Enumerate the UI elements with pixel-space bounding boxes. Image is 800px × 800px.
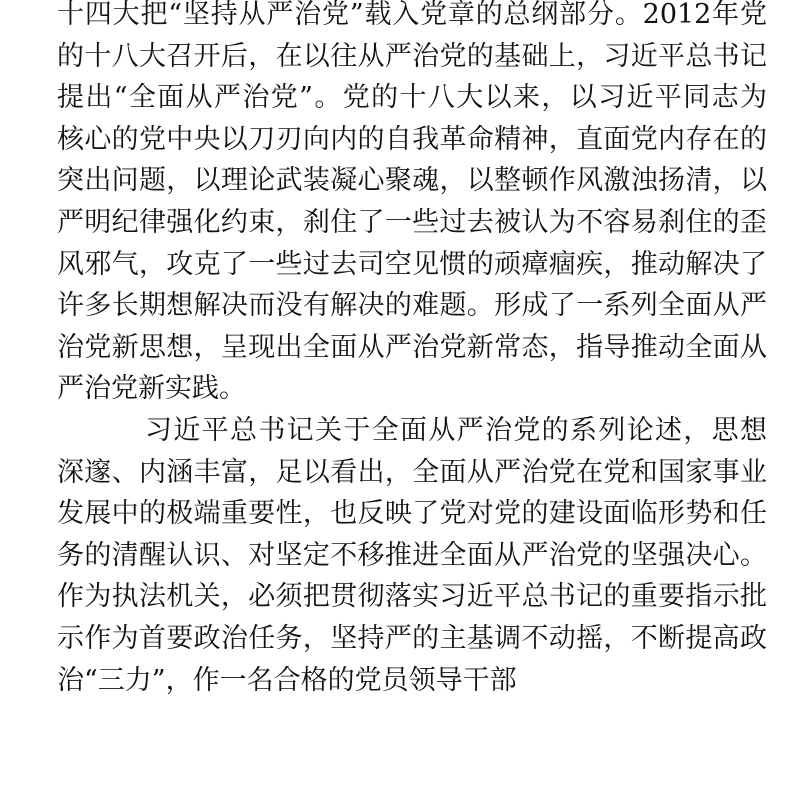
text-line: 风邪气，攻克了一些过去司空见惯的顽瘴痼疾，推动解决了 — [57, 248, 767, 280]
text-line: 严治党新实践。 — [57, 373, 246, 405]
text-line: 十四大把“坚持从严治党”载入党章的总纲部分。2012年党 — [57, 0, 767, 30]
text-line: 发展中的极端重要性，也反映了党对党的建设面临形势和任 — [57, 498, 767, 530]
text-line: 示作为首要政治任务，坚持严的主基调不动摇，不断提高政 — [57, 622, 767, 654]
text-line: 突出问题，以理论武装凝心聚魂，以整顿作风激浊扬清，以 — [57, 165, 767, 197]
document-page — [57, 0, 767, 701]
text-line: 治“三力”，作一名合格的党员领导干部 — [57, 664, 517, 696]
text-line: 严明纪律强化约束，刹住了一些过去被认为不容易刹住的歪 — [57, 206, 767, 238]
text-line: 核心的党中央以刀刃向内的自我革命精神，直面党内存在的 — [57, 123, 767, 155]
text-line: 治党新思想，呈现出全面从严治党新常态，指导推动全面从 — [57, 331, 767, 363]
paragraph-2 — [57, 410, 767, 701]
text-line: 作为执法机关，必须把贯彻落实习近平总书记的重要指示批 — [57, 581, 767, 613]
text-line: 习近平总书记关于全面从严治党的系列论述，思想 — [145, 414, 767, 446]
text-line: 许多长期想解决而没有解决的难题。形成了一系列全面从严 — [57, 290, 767, 322]
text-line: 提出“全面从严治党”。党的十八大以来，以习近平同志为 — [57, 82, 767, 114]
text-line: 务的清醒认识、对坚定不移推进全面从严治党的坚强决心。 — [57, 539, 767, 571]
text-line: 的十八大召开后，在以往从严治党的基础上，习近平总书记 — [57, 40, 767, 72]
text-line: 深邃、内涵丰富，足以看出，全面从严治党在党和国家事业 — [57, 456, 767, 488]
paragraph-1 — [57, 0, 767, 410]
